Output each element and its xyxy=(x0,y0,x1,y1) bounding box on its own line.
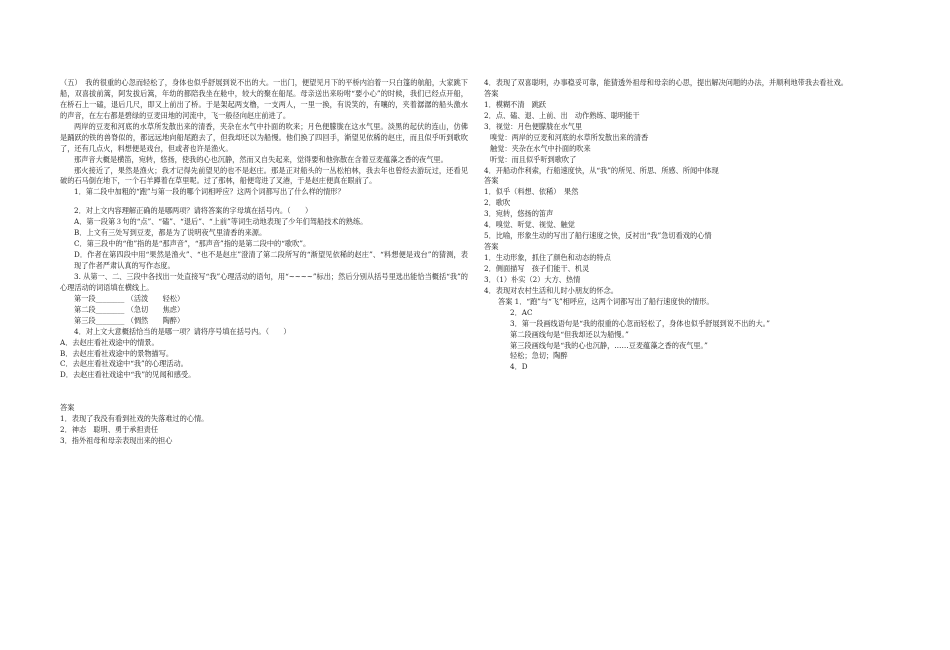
fill-options: （急切 焦虑） xyxy=(126,304,185,314)
answer-heading: 答案 xyxy=(484,88,499,98)
passage-paragraph-3: 那声音大概是横笛，宛转，悠扬，使我的心也沉静，然而又自失起来，觉得要和他弥散在含着豆麦蕴藻之香的夜气里。 xyxy=(74,154,448,164)
answer-a-3-hearing: 听觉：而且似乎听到歌吹了 xyxy=(490,154,577,164)
fill-row-1 xyxy=(60,294,468,305)
left-column xyxy=(60,78,468,447)
answer-b-1: 1．似乎（料想、依稀） 果然 xyxy=(484,187,579,197)
fill-label: 第二段________ xyxy=(74,304,125,314)
answer-b-2: 2．歌吹 xyxy=(484,198,511,208)
question-3: 3. 从第一、二、三段中各找出一处直接写“我”心理活动的语句，用“~~~~”标出；然后分别从括号里选出能恰当概括“我”的心理活动的词语填在横线上。 xyxy=(60,271,468,292)
question-4-option-d: D．去赵庄看社戏途中“我”的见闻和感受。 xyxy=(60,370,196,380)
answer-b-3: 3．宛转，悠扬的笛声 xyxy=(484,209,554,219)
answer-c-3: 3．（1）朴实（2）大方、热情 xyxy=(484,274,581,284)
answer-d-3-third: 第三段画线句是“我的心也沉静，……豆麦蕴藻之香的夜气里。” xyxy=(510,340,708,350)
answer-c-2: 2．侧面描写 孩子们能干、机灵 xyxy=(484,263,590,273)
question-4-option-a: A．去赵庄看社戏途中的情景。 xyxy=(60,337,159,347)
answer-c-4: 4．表现对农村生活和儿时小朋友的怀念。 xyxy=(484,285,618,295)
question-2: 2．对上文内容理解正确的是哪两项？请将答案的字母填在括号内。（ ） xyxy=(74,206,313,216)
question-2-option-a: A．第一段第３句的“点”、“磕”、“退后”、“上前”等词生动地表现了少年们驾船技术的熟练。 xyxy=(74,217,368,227)
answer-d-1: 答案 1．“跑”与“飞”相呼应，这两个词都写出了船行速度快的情形。 xyxy=(498,296,714,306)
answer-a-2: 2．点、磕、退、上前、出 动作熟练、聪明能干 xyxy=(484,110,640,120)
question-4-option-c: C．去赵庄看社戏途中“我”的心理活动。 xyxy=(60,359,188,369)
fill-options: （惆然 陶醉） xyxy=(126,315,185,325)
answer-heading: 答案 xyxy=(484,176,499,186)
answer-c-1: 1．生动形象，抓住了颜色和动态的特点 xyxy=(484,253,611,262)
answer-a-3-touch: 触觉：夹杂在水气中扑面的吹来 xyxy=(490,143,591,153)
passage-paragraph-2: 两岸的豆麦和河底的水草所发散出来的清香，夹杂在水气中扑面的吹来；月色便朦胧在这水气里。淡黑的起伏的连山，仿佛是踊跃的铁的兽脊似的，都远远地向船尾跑去了，但我却还以为船慢。他们换了四回手，渐望见依稀的赵庄，而且似乎听到歌吹了，还有几点火，料想便是戏台，但或者也许是渔火。 xyxy=(60,121,468,153)
fill-row-3 xyxy=(60,316,468,327)
question-2-option-d: D．作者在第四段中用“果然是渔火”、“也不是赵庄”澄清了第二段所写的“渐望见依稀的赵庄”、“料想便是戏台”的猜测，表现了作者严肃认真的写作态度。 xyxy=(74,250,468,270)
right-column xyxy=(484,78,909,373)
answer-item-2: 2．神态 聪明、勇于承担责任 xyxy=(60,425,159,435)
answer-d-3-words: 轻松；急切；陶醉 xyxy=(510,351,568,361)
question-4-option-b: B．去赵庄看社戏途中的景物描写。 xyxy=(60,348,174,358)
answer-b-5: 5．比喻，形象生动的写出了船行速度之快，反衬出“我”急切看戏的心情 xyxy=(484,231,712,241)
question-4: 4．对上文大意概括恰当的是哪一项？请将序号填在括号内。（ ） xyxy=(74,326,291,336)
question-2-option-c: C．第三段中的“他”指的是“那声音”，“那声音”指的是第二段中的“歌吹”。 xyxy=(74,239,311,249)
fill-options: （活泼 轻松） xyxy=(126,293,185,303)
answer-a-3-smell: 嗅觉：两岸的豆麦和河底的水草所发散出来的清香 xyxy=(490,132,649,142)
answer-item-1: 1．表现了我没有看到社戏的失落难过的心情。 xyxy=(60,414,209,424)
answer-item-3: 3．指外祖母和母亲表现出来的担心 xyxy=(60,436,173,446)
answer-d-3-second: 第二段画线句是“但我却还以为船慢。” xyxy=(510,329,629,339)
answer-d-4: 4．D xyxy=(510,362,528,372)
answer-item-4: 4．表现了双喜聪明，办事稳妥可靠，能猜透外祖母和母亲的心思，提出解决问题的办法，并顺利地带我去看社戏。 xyxy=(484,78,848,87)
fill-label: 第一段________ xyxy=(74,293,125,303)
answer-heading: 答案 xyxy=(484,242,499,252)
answer-b-4: 4．嗅觉、听觉、视觉、触觉 xyxy=(484,220,575,230)
passage-paragraph-4: 那火接近了，果然是渔火；我才记得先前望见的也不是赵庄。那是正对船头的一丛松柏林，我去年也曾经去游玩过，还看见破的石马倒在地下，一个石羊蹲着在草里呢。过了那林，船便弯进了叉港，于是赵庄便真在眼前了。 xyxy=(60,165,468,186)
answer-heading: 答案 xyxy=(60,403,75,413)
question-1: 1．第二段中加粗的“跑”与第一段的哪个词相呼应？这两个词都写出了什么样的情形？ xyxy=(74,187,345,197)
question-2-option-b: B．上文有三处写到豆麦，都是为了说明夜气里清香的来源。 xyxy=(74,228,267,238)
answer-a-4: 4．开船动作利索，行船速度快，从“我”的所见、所思、所感、所闻中体现 xyxy=(484,165,719,175)
fill-row-2 xyxy=(60,305,468,316)
passage-paragraph-1: （五） 我的很重的心忽而轻松了，身体也似乎舒展到说不出的大。一出门，便望见月下的平桥内泊着一只白篷的航船，大家跳下船，双喜拔前篙，阿发拔后篙，年幼的都陪我坐在舱中，较大的聚在船尾。母亲送出来吩咐“要小心”的时候，我们已经点开船，在桥石上一磕，退后几尺，即又上前出了桥。于是架起两支橹，一支两人，一里一换，有说笑的，有嚷的，夹着潺潺的船头激水的声音，在左右都是碧绿的豆麦田地的河流中，飞一般径向赵庄前进了。 xyxy=(60,78,468,120)
answer-a-3: 3．视觉：月色便朦胧在水气里 xyxy=(484,121,583,131)
answer-a-1: 1．模糊不清 跳跃 xyxy=(484,99,547,109)
answer-d-2: 2．AC xyxy=(510,307,533,317)
answer-d-3: 3．第一段画线语句是“我的很重的心忽而轻松了，身体也似乎舒展到说不出的大。” xyxy=(510,318,770,328)
fill-label: 第三段________ xyxy=(74,315,125,325)
